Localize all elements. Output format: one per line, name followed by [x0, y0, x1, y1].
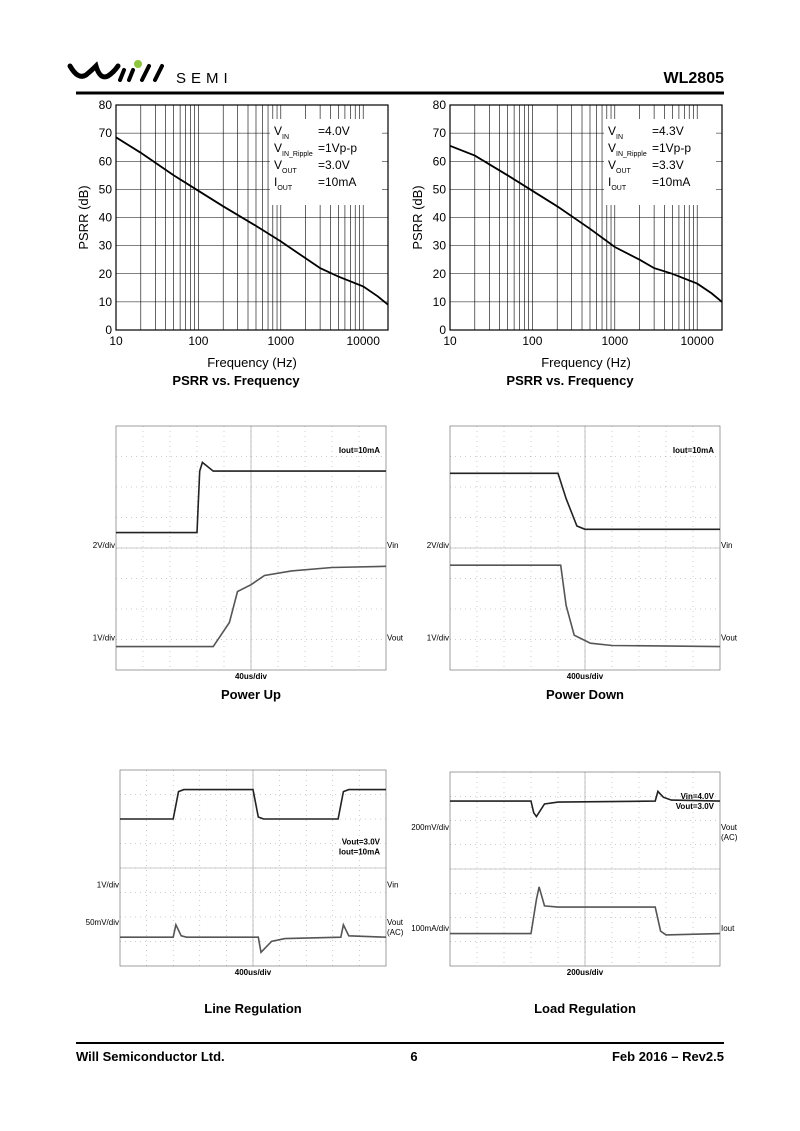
legend-entry: $V_{OUT}$	[274, 158, 297, 175]
y-tick-label: 60	[98, 154, 112, 169]
channel-scale-label: 50mV/div	[85, 917, 119, 927]
y-tick-label: 10	[432, 294, 446, 309]
legend-value: =1Vp-p	[318, 141, 358, 155]
legend-entry: $V_{IN}$	[274, 124, 290, 141]
scope-chart-3	[86, 770, 404, 1016]
channel-scale-label: 1V/div	[426, 633, 449, 643]
legend-entry: $I_{OUT}$	[608, 175, 627, 192]
psrr-chart-2	[410, 98, 722, 388]
channel-name-sub-label: (AC)	[387, 927, 404, 937]
y-tick-label: 50	[432, 182, 446, 197]
y-tick-label: 0	[439, 323, 446, 337]
scope-annotation: Vout=3.0V	[675, 802, 714, 811]
channel-scale-label: 1V/div	[96, 880, 119, 890]
legend-value: =4.0V	[318, 124, 350, 138]
footer-company: Will Semiconductor Ltd.	[76, 1049, 225, 1064]
x-tick-label: 10000	[680, 334, 714, 348]
brand-text: SEMI	[176, 70, 233, 87]
channel-scale-label: 1V/div	[92, 633, 115, 643]
y-tick-label: 80	[432, 98, 446, 112]
y-tick-label: 60	[432, 154, 446, 169]
x-tick-label: 100	[522, 334, 543, 348]
y-tick-label: 40	[432, 210, 446, 225]
x-tick-label: 1000	[267, 334, 295, 348]
channel-name-label: Vout	[721, 823, 738, 833]
chart-title: PSRR vs. Frequency	[506, 373, 634, 388]
chart-title: Load Regulation	[534, 1001, 636, 1016]
channel-scale-label: 200mV/div	[411, 823, 449, 833]
legend-entry: $V_{IN\_Ripple}$	[274, 141, 313, 158]
y-tick-label: 40	[98, 210, 112, 225]
y-tick-label: 30	[432, 238, 446, 253]
y-tick-label: 30	[98, 238, 112, 253]
legend-entry: $V_{OUT}$	[608, 158, 631, 175]
scope-chart-1	[93, 426, 404, 702]
x-tick-label: 10	[109, 334, 123, 348]
channel-scale-label: 2V/div	[426, 541, 449, 550]
chart-title: Line Regulation	[204, 1001, 302, 1016]
scope-annotation: Iout=10mA	[338, 847, 380, 857]
y-tick-label: 70	[98, 126, 112, 141]
x-axis-label: Frequency (Hz)	[207, 355, 297, 370]
part-number: WL2805	[663, 70, 724, 87]
chart-title: Power Down	[545, 687, 625, 702]
y-tick-label: 70	[432, 126, 446, 141]
legend-value: =10mA	[652, 175, 691, 189]
x-tick-label: 10000	[346, 334, 380, 348]
x-tick-label: 10	[443, 334, 457, 348]
x-tick-label: 1000	[601, 334, 629, 348]
channel-name-label: Vin	[387, 541, 399, 550]
scope-chart-2	[427, 426, 738, 702]
legend-value: =4.3V	[652, 124, 684, 138]
y-axis-label: PSRR (dB)	[76, 185, 91, 250]
y-tick-label: 50	[98, 182, 112, 197]
scope-chart-4	[411, 772, 738, 1016]
legend-value: =1Vp-p	[652, 141, 692, 155]
legend-value: =3.0V	[318, 158, 350, 172]
y-axis-label: PSRR (dB)	[410, 185, 425, 250]
channel-name-label: Iout	[721, 924, 735, 934]
timebase-label: 200us/div	[566, 968, 604, 977]
scope-annotation: Iout=10mA	[338, 446, 380, 455]
scope-annotation: Iout=10mA	[672, 446, 714, 455]
y-tick-label: 10	[98, 294, 112, 309]
channel-name-sub-label: (AC)	[721, 833, 738, 843]
channel-name-label: Vout	[387, 633, 404, 643]
psrr-chart-1	[76, 98, 388, 388]
channel-scale-label: 100mA/div	[411, 924, 449, 934]
timebase-label: 400us/div	[234, 968, 272, 977]
scope-annotation: Vin=4.0V	[680, 792, 714, 801]
channel-name-label: Vin	[721, 541, 733, 550]
channel-scale-label: 2V/div	[92, 541, 115, 550]
y-tick-label: 20	[98, 266, 112, 281]
channel-name-label: Vin	[387, 880, 399, 890]
legend-entry: $I_{OUT}$	[274, 175, 293, 192]
footer-date-rev: Feb 2016 – Rev2.5	[611, 1049, 724, 1064]
channel-name-label: Vout	[387, 917, 404, 927]
chart-title: Power Up	[221, 687, 281, 702]
legend-entry: $V_{IN}$	[608, 124, 624, 141]
channel-name-label: Vout	[721, 633, 738, 643]
x-axis-label: Frequency (Hz)	[541, 355, 631, 370]
chart-title: PSRR vs. Frequency	[172, 373, 300, 388]
legend-value: =3.3V	[652, 158, 684, 172]
scope-annotation: Vout=3.0V	[341, 837, 380, 847]
timebase-label: 40us/div	[234, 672, 268, 681]
footer-page-number: 6	[410, 1049, 418, 1064]
y-tick-label: 80	[98, 98, 112, 112]
legend-entry: $V_{IN\_Ripple}$	[608, 141, 647, 158]
timebase-label: 400us/div	[566, 672, 604, 681]
legend-value: =10mA	[318, 175, 357, 189]
x-tick-label: 100	[188, 334, 209, 348]
y-tick-label: 0	[105, 323, 112, 337]
y-tick-label: 20	[432, 266, 446, 281]
